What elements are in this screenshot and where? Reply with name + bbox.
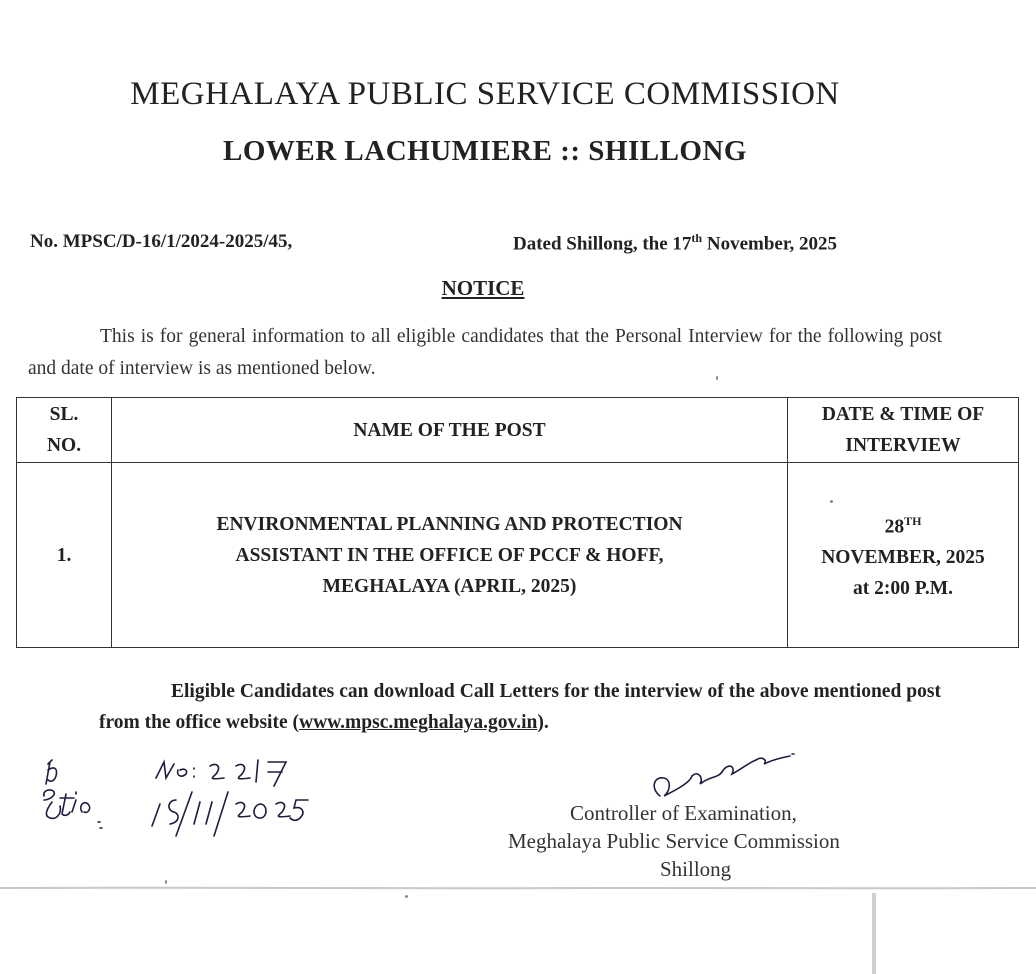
notice-heading: NOTICE bbox=[441, 276, 525, 300]
post-line2: ASSISTANT IN THE OFFICE OF PCCF & HOFF, bbox=[235, 544, 664, 566]
header-date-line1: DATE & TIME OF bbox=[821, 404, 985, 425]
reference-number: No. MPSC/D-16/1/2024-2025/45, bbox=[30, 231, 293, 252]
scan-speck bbox=[716, 376, 718, 380]
header-sl-line2: NO. bbox=[46, 435, 82, 456]
date-day bbox=[794, 506, 1012, 543]
table-row bbox=[17, 463, 1019, 648]
scan-fold-line bbox=[0, 878, 1036, 898]
scan-speck bbox=[165, 880, 167, 884]
row-sl-no: 1. bbox=[17, 463, 112, 648]
handwritten-dipr-note bbox=[40, 756, 360, 846]
interview-table bbox=[16, 397, 1019, 648]
signature-designation: Controller of Examination, bbox=[570, 801, 797, 825]
post-line3: MEGHALAYA (APRIL, 2025) bbox=[322, 575, 577, 597]
row-date-time bbox=[788, 463, 1019, 648]
scan-speck bbox=[830, 500, 833, 503]
date-month: NOVEMBER, 2025 bbox=[821, 547, 985, 569]
controller-signature bbox=[640, 748, 800, 804]
scan-edge bbox=[872, 893, 876, 974]
table-header-row bbox=[17, 398, 1019, 463]
call-letter-end: ). bbox=[537, 712, 549, 733]
dated-suffix: November, 2025 bbox=[702, 233, 838, 255]
header-date-time bbox=[788, 398, 1019, 463]
date-day-superscript: TH bbox=[904, 513, 922, 528]
date-time: at 2:00 P.M. bbox=[852, 578, 953, 600]
call-letter-text: Eligible Candidates can download Call Letters for the interview of the above mentioned post from the office website ( bbox=[99, 681, 941, 733]
location-title: LOWER LACHUMIERE :: SHILLONG bbox=[223, 135, 747, 167]
signature-organization: Meghalaya Public Service Commission bbox=[508, 829, 840, 853]
post-line1: ENVIRONMENTAL PLANNING AND PROTECTION bbox=[216, 513, 683, 535]
notice-intro: This is for general information to all eligible candidates that the Personal Interview for the following post and date of interview is as mentioned below. bbox=[28, 326, 942, 379]
dated-line bbox=[513, 231, 837, 255]
dated-superscript: th bbox=[691, 231, 703, 245]
website-link[interactable]: www.mpsc.meghalaya.gov.in bbox=[298, 712, 538, 733]
header-post-name: NAME OF THE POST bbox=[112, 398, 788, 463]
header-date-line2: INTERVIEW bbox=[845, 435, 961, 456]
header-sl-line1: SL. bbox=[49, 404, 79, 425]
organization-title: MEGHALAYA PUBLIC SERVICE COMMISSION bbox=[130, 76, 840, 112]
date-day-number: 28 bbox=[884, 516, 905, 538]
header-sl-no bbox=[17, 398, 112, 463]
signature-place: Shillong bbox=[660, 857, 732, 881]
dated-prefix: Dated Shillong, the 17 bbox=[513, 233, 692, 255]
scan-speck bbox=[405, 895, 408, 898]
call-letter-note bbox=[99, 676, 941, 738]
row-post-name bbox=[112, 463, 788, 648]
